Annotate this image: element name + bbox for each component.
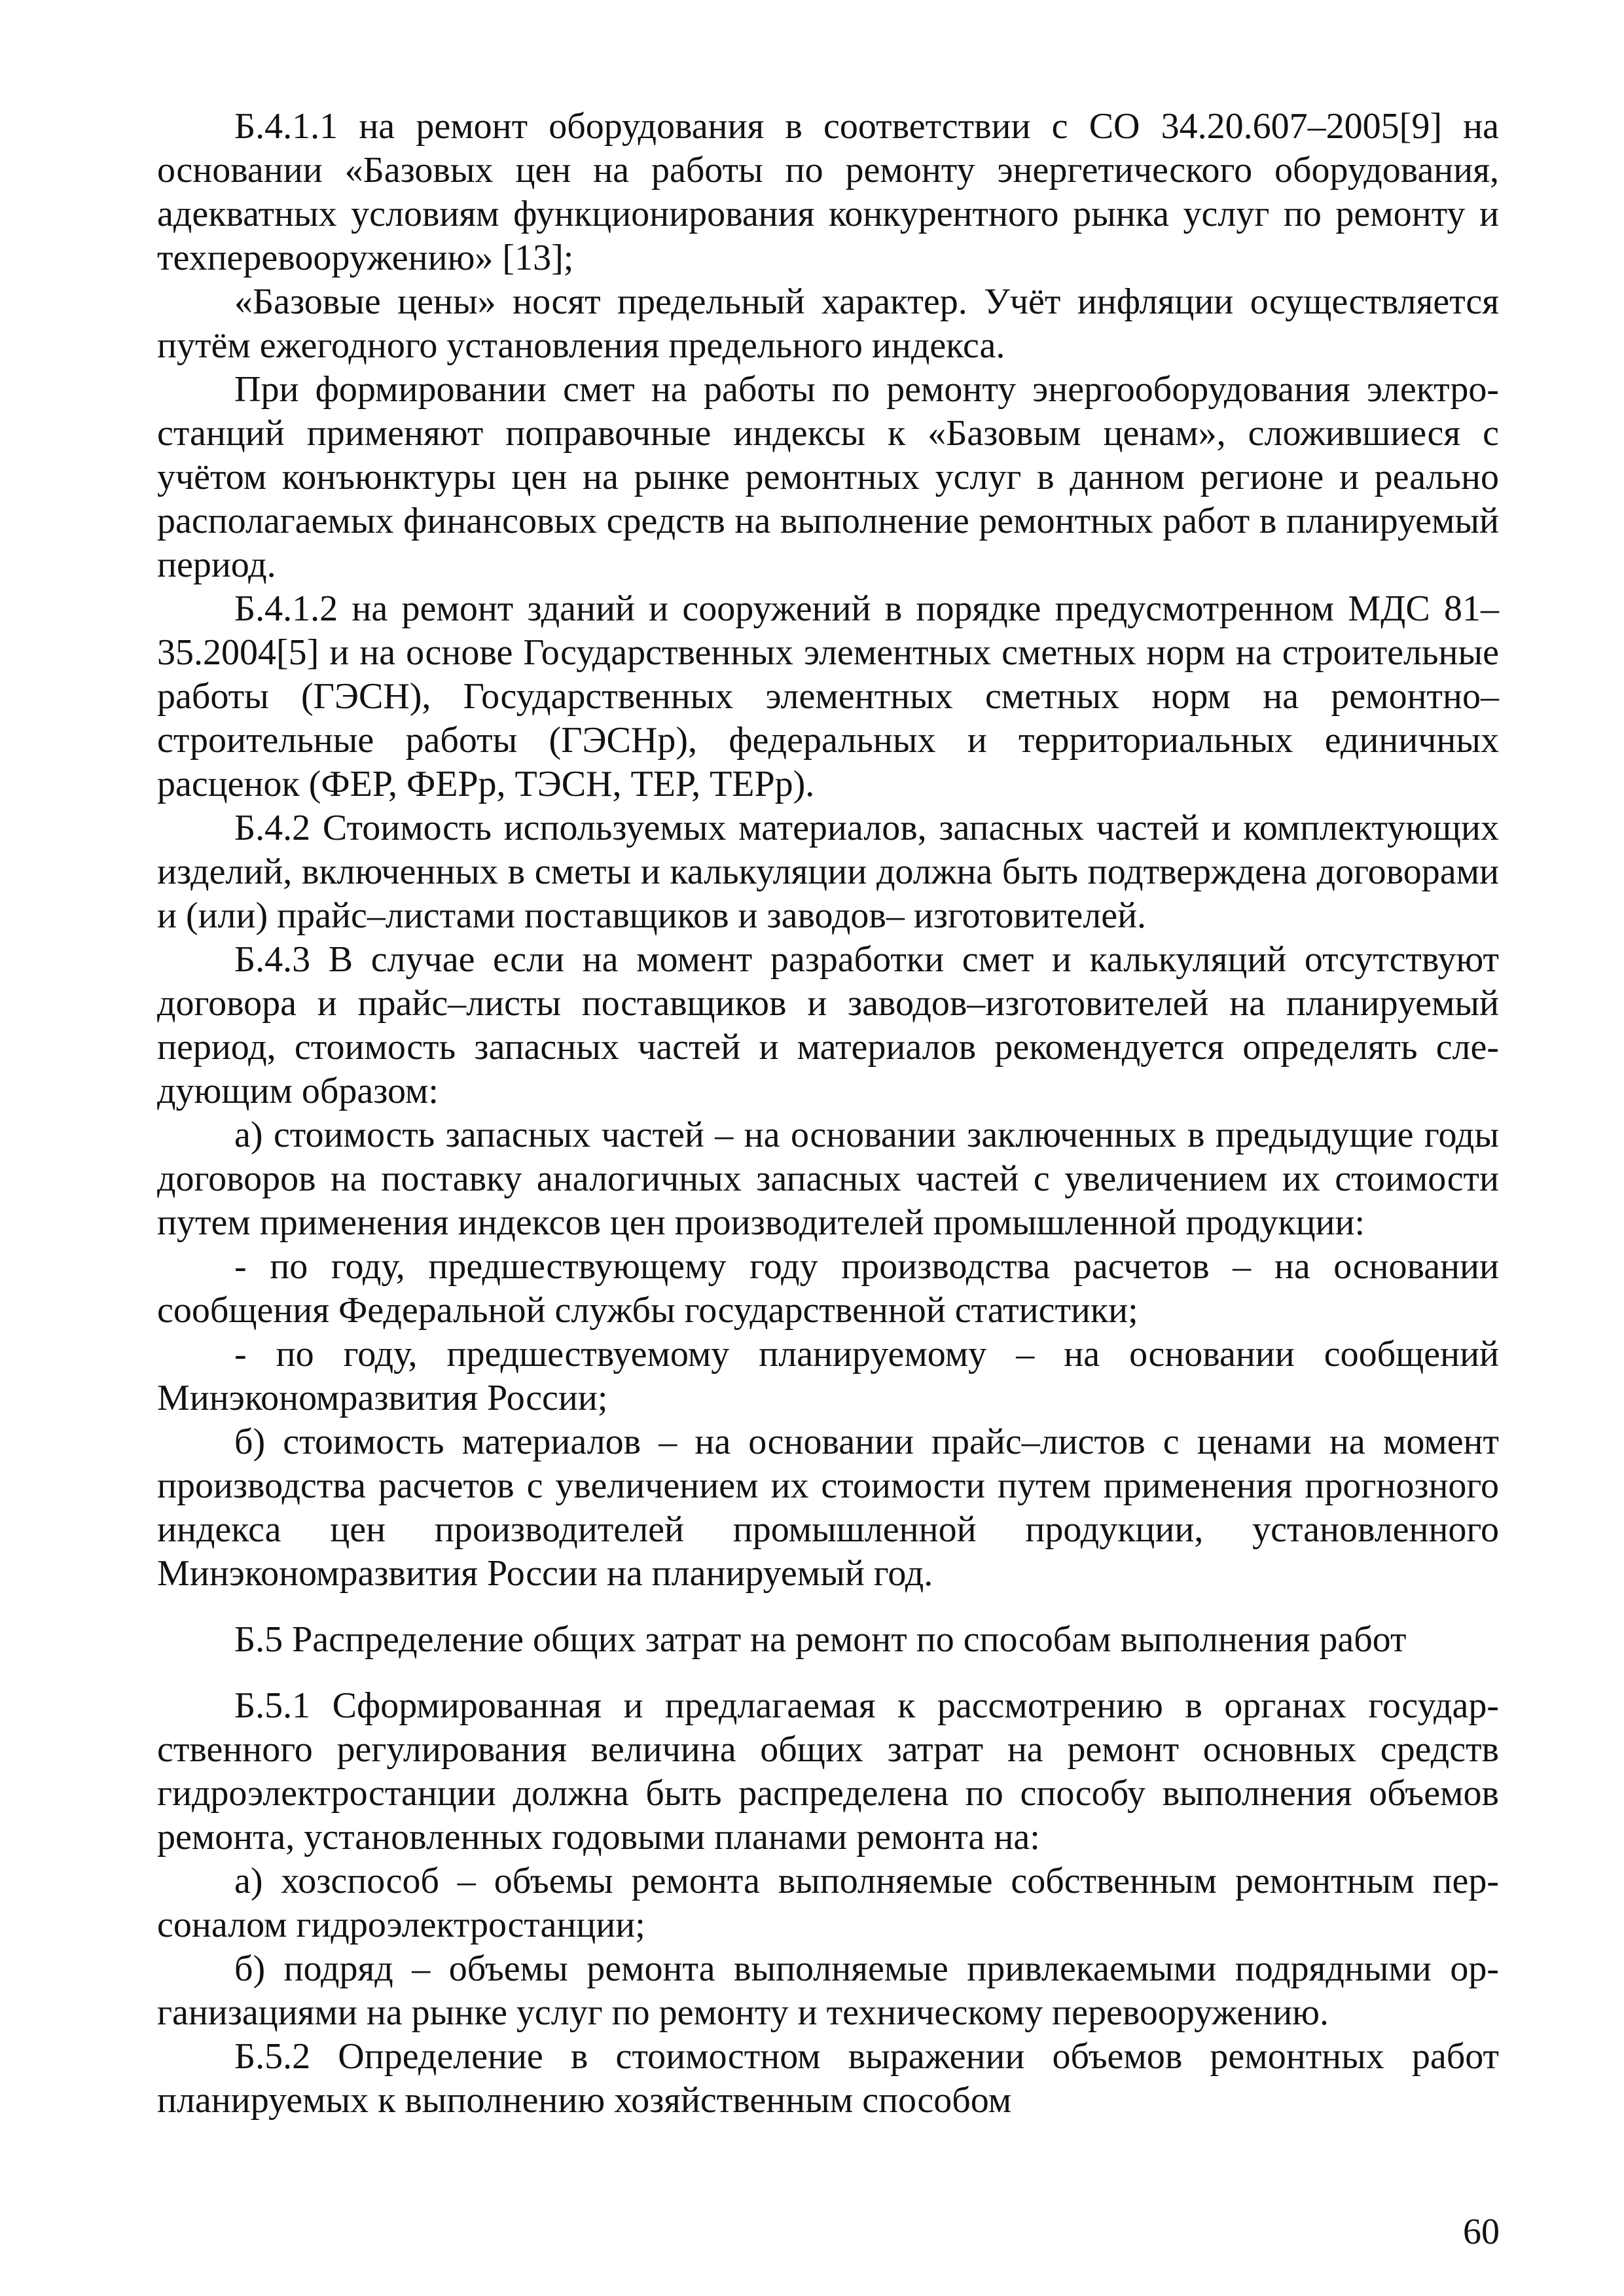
paragraph-b-4-2: Б.4.2 Стоимость используемых материалов, запасных частей и комплектующих изделий, включенных в сметы и калькуляции должна быть подтверждена договорами и (или) прайс–листами поставщиков и заводов– изготовителей. — [157, 808, 1499, 936]
page-number: 60 — [1463, 2212, 1500, 2252]
list-item-a-spare-parts: а) стоимость запасных частей – на основании заключенных в предыдущие годы договоров на поставку аналогичных запасных частей с увеличением их стоимости путем применения индексов цен производителей промышленной продукции: — [157, 1115, 1499, 1243]
list-item-planned-year: - по году, предшествуемому планируемому – на основании сообщений Минэкономразвития России; — [157, 1334, 1499, 1418]
list-item-previous-year: - по году, предшествующему году производства расчетов – на основании сообщения Федеральной службы государственной статистики; — [157, 1246, 1499, 1331]
list-item-a-in-house: а) хозспособ – объемы ремонта выполняемые собственным ремонтным персоналом гидроэлектростанции; — [157, 1861, 1499, 1945]
paragraph-base-prices: «Базовые цены» носят предельный характер. Учёт инфляции осуществляется путём ежегодного установления предельного индекса. — [157, 281, 1499, 366]
paragraph-correction-indices: При формировании смет на работы по ремонту энергооборудования электростанций применяют поправочные индексы к «Базовым ценам», сложившиеся с учётом конъюнктуры цен на рынке ремонтных услуг в данном регионе и реально располагаемых финансовых средств на выполнение ремонтных работ в планируемый период. — [157, 369, 1499, 585]
paragraph-b-4-3: Б.4.3 В случае если на момент разработки смет и калькуляций отсутствуют договора и прайс–листы поставщиков и заводов–изготовителей на планируемый период, стоимость запасных частей и материалов рекомендуется определять следующим образом: — [157, 939, 1499, 1111]
document-body — [157, 105, 1499, 2123]
list-item-b-materials: б) стоимость материалов – на основании прайс–листов с ценами на момент производства расчетов с увеличением их стоимости путем применения прогнозного индекса цен производителей промышленной продукции, установленного Минэкономразвития России на планируемый год. — [157, 1422, 1499, 1594]
list-item-b-contract: б) подряд – объемы ремонта выполняемые привлекаемыми подрядными организациями на рынке услуг по ремонту и техническому перевооружению. — [157, 1948, 1499, 2033]
paragraph-b-4-1-2: Б.4.1.2 на ремонт зданий и сооружений в порядке предусмотренном МДС 81–35.2004[5] и на основе Государственных элементных сметных норм на строительные работы (ГЭСН), Государственных элементных сметных норм на ремонтно–строительные работы (ГЭСНр), федеральных и территориальных единичных расценок (ФЕР, ФЕРр, ТЭСН, ТЕР, ТЕРр). — [157, 588, 1499, 804]
section-heading-b-5: Б.5 Распределение общих затрат на ремонт по способам выполнения работ — [234, 1619, 1407, 1660]
paragraph-b-5-1: Б.5.1 Сформированная и предлагаемая к рассмотрению в органах государственного регулирования величина общих затрат на ремонт основных средств гидроэлектростанции должна быть распределена по способу выполнения объемов ремонта, установленных годовыми планами ремонта на: — [157, 1685, 1499, 1857]
paragraph-b-4-1-1: Б.4.1.1 на ремонт оборудования в соответствии с СО 34.20.607–2005[9] на основании «Базовых цен на работы по ремонту энергетического оборудования, адекватных условиям функционирования конкурентного рынка услуг по ремонту и техперевооружению» [13]; — [157, 106, 1499, 278]
paragraph-b-5-2: Б.5.2 Определение в стоимостном выражении объемов ремонтных работ планируемых к выполнению хозяйственным способом — [157, 2036, 1499, 2121]
